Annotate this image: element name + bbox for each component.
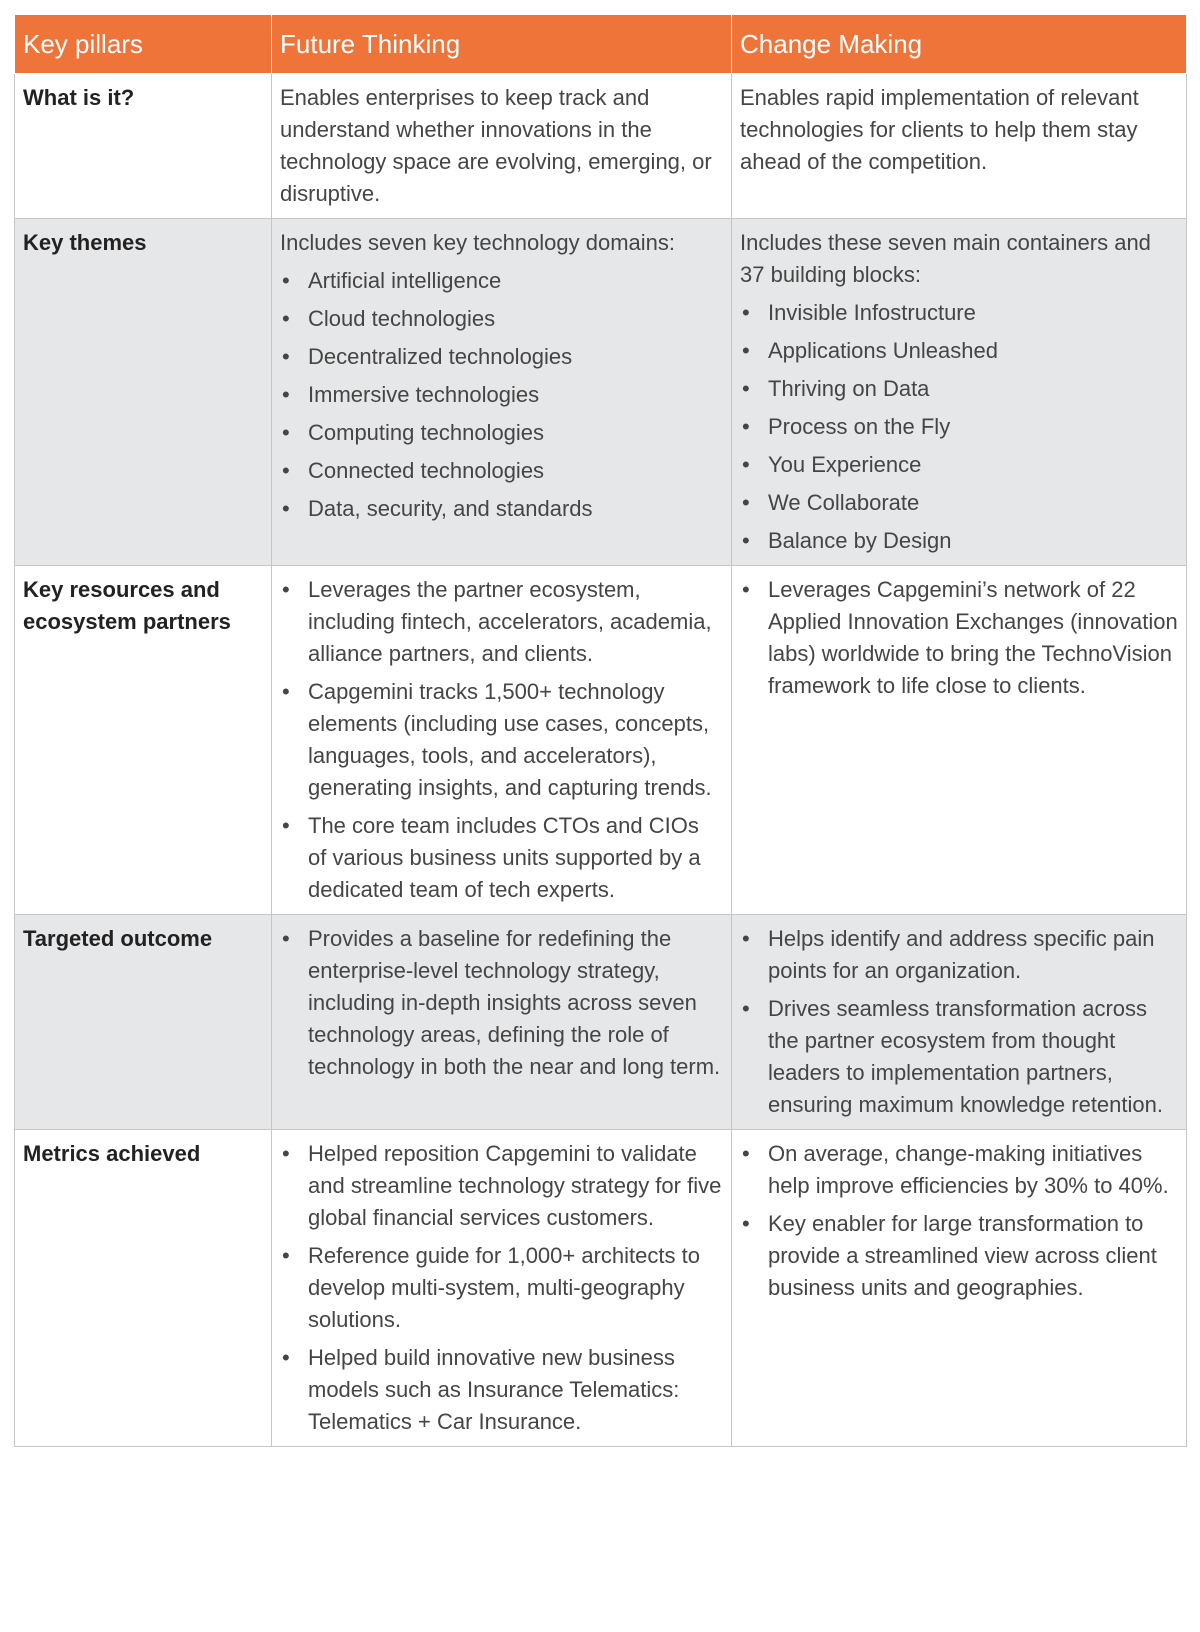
- bullet-list: [280, 923, 723, 1083]
- bullet-item: • The core team includes CTOs and CIOs of various business units supported by a dedicated team of tech experts.: [280, 810, 723, 906]
- change-making-cell: [732, 915, 1187, 1130]
- bullet-item: • Leverages Capgemini’s network of 22 Applied Innovation Exchanges (innovation labs) worldwide to bring the TechnoVision framework to life close to clients.: [740, 574, 1178, 702]
- bullet-item: • Helped reposition Capgemini to validate and streamline technology strategy for five global financial services customers.: [280, 1138, 723, 1234]
- bullet-item: • Invisible Infostructure: [740, 297, 1178, 329]
- future-thinking-cell: [272, 74, 732, 219]
- table-row: [15, 219, 1187, 566]
- bullet-item: • Thriving on Data: [740, 373, 1178, 405]
- future-thinking-cell: [272, 566, 732, 915]
- bullet-list: [280, 265, 723, 525]
- bullet-item: • Leverages the partner ecosystem, including fintech, accelerators, academia, alliance partners, and clients.: [280, 574, 723, 670]
- change-making-cell: [732, 74, 1187, 219]
- future-thinking-cell: [272, 915, 732, 1130]
- header-change-making: Change Making: [732, 15, 1187, 74]
- bullet-item: • You Experience: [740, 449, 1178, 481]
- bullet-item: • Computing technologies: [280, 417, 723, 449]
- row-label: What is it?: [15, 74, 272, 219]
- header-future-thinking: Future Thinking: [272, 15, 732, 74]
- table-row: [15, 74, 1187, 219]
- bullet-item: • Data, security, and standards: [280, 493, 723, 525]
- bullet-item: • Capgemini tracks 1,500+ technology elements (including use cases, concepts, languages, tools, and accelerators), generating insights, and capturing trends.: [280, 676, 723, 804]
- bullet-item: • Key enabler for large transformation to provide a streamlined view across client business units and geographies.: [740, 1208, 1178, 1304]
- cell-intro-text: Includes these seven main containers and 37 building blocks:: [740, 230, 1151, 287]
- table-row: [15, 566, 1187, 915]
- bullet-item: • On average, change-making initiatives help improve efficiencies by 30% to 40%.: [740, 1138, 1178, 1202]
- bullet-item: • Artificial intelligence: [280, 265, 723, 297]
- row-label: Metrics achieved: [15, 1130, 272, 1447]
- header-key-pillars: Key pillars: [15, 15, 272, 74]
- bullet-item: • Cloud technologies: [280, 303, 723, 335]
- row-label: Key resources and ecosystem partners: [15, 566, 272, 915]
- cell-intro-text: Enables rapid implementation of relevant technologies for clients to help them stay ahead of the competition.: [740, 85, 1139, 174]
- change-making-cell: [732, 566, 1187, 915]
- bullet-item: • Drives seamless transformation across the partner ecosystem from thought leaders to implementation partners, ensuring maximum knowledge retention.: [740, 993, 1178, 1121]
- row-label: Targeted outcome: [15, 915, 272, 1130]
- bullet-item: • Reference guide for 1,000+ architects to develop multi-system, multi-geography solutions.: [280, 1240, 723, 1336]
- comparison-table-container: [14, 14, 1186, 1447]
- bullet-item: • Helped build innovative new business models such as Insurance Telematics: Telematics + Car Insurance.: [280, 1342, 723, 1438]
- comparison-table: [14, 14, 1187, 1447]
- bullet-list: [280, 574, 723, 906]
- bullet-item: • Balance by Design: [740, 525, 1178, 557]
- future-thinking-cell: [272, 1130, 732, 1447]
- table-row: [15, 915, 1187, 1130]
- bullet-list: [740, 923, 1178, 1121]
- bullet-list: [740, 574, 1178, 702]
- table-row: [15, 1130, 1187, 1447]
- bullet-list: [740, 297, 1178, 557]
- cell-intro-text: Includes seven key technology domains:: [280, 230, 676, 255]
- bullet-item: • We Collaborate: [740, 487, 1178, 519]
- change-making-cell: [732, 1130, 1187, 1447]
- bullet-item: • Provides a baseline for redefining the enterprise-level technology strategy, including in-depth insights across seven technology areas, defining the role of technology in both the near and long term.: [280, 923, 723, 1083]
- bullet-item: • Decentralized technologies: [280, 341, 723, 373]
- future-thinking-cell: [272, 219, 732, 566]
- change-making-cell: [732, 219, 1187, 566]
- bullet-item: • Helps identify and address specific pain points for an organization.: [740, 923, 1178, 987]
- bullet-list: [740, 1138, 1178, 1304]
- bullet-item: • Process on the Fly: [740, 411, 1178, 443]
- bullet-item: • Immersive technologies: [280, 379, 723, 411]
- bullet-item: • Applications Unleashed: [740, 335, 1178, 367]
- bullet-list: [280, 1138, 723, 1438]
- bullet-item: • Connected technologies: [280, 455, 723, 487]
- row-label: Key themes: [15, 219, 272, 566]
- cell-intro-text: Enables enterprises to keep track and understand whether innovations in the technology space are evolving, emerging, or disruptive.: [280, 85, 712, 206]
- table-header-row: [15, 15, 1187, 74]
